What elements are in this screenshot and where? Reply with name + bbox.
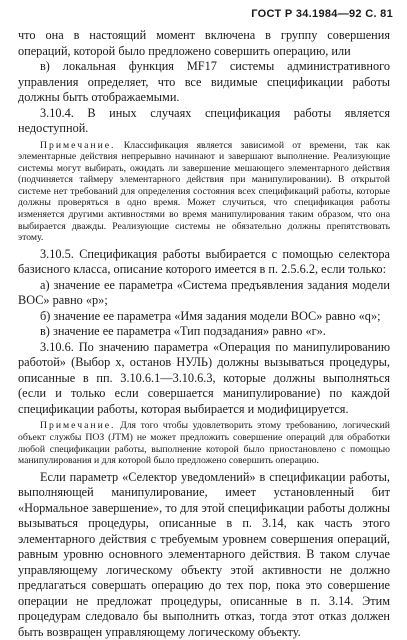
note-1 bbox=[18, 140, 390, 244]
note-2-label: Примечание. bbox=[40, 420, 116, 432]
list-item-v2: в) значение ее параметра «Тип подзадания» равно «г». bbox=[40, 324, 326, 339]
note-2 bbox=[18, 420, 390, 466]
page-body bbox=[18, 28, 390, 640]
paragraph-continuation: что она в настоящий момент включена в группу совершения операций, которой было предложено совершить операцию, или bbox=[18, 28, 390, 58]
paragraph-3-10-6: 3.10.6. По значению параметра «Операция по манипулированию работой» (Выбор х, останов НУЛЬ) должны вызываться процедуры, описанные в пп. 3.10.6.1—3.10.6.3, которые должны выполняться (если и только если совершается манипулирование) по каждой спецификации работы, которая выбирается и модифицируется. bbox=[18, 339, 390, 416]
list-item-b: б) значение ее параметра «Имя задания модели ВОС» равно «q»; bbox=[40, 308, 381, 323]
page-header: ГОСТ Р 34.1984—92 С. 81 bbox=[251, 8, 393, 20]
list-item-v: в) локальная функция MF17 системы административного управления определяет, что все видимые спецификации работы должны быть отображаемыми. bbox=[18, 59, 390, 104]
note-1-text: Классификация является зависимой от времени, так как элементарные действия непрерывно начинают и завершают выполнение. Реализующие системы могут выбирать, ожидать ли завершение мешающего элементарного действия (подчиняется таймеру элементарного действия при манипулировании). В открытой системе нет требований для определения состояния всех спецификаций работы, которые должны проверяться в одно время. Может случиться, что спецификация работы изменяется другими активностями во время манипулирования таким образом, что она выбирается дважды. Реализующие системы не обязательно должны препятствовать этому. bbox=[18, 139, 390, 244]
paragraph-3-10-5: 3.10.5. Спецификация работы выбирается с помощью селектора базисного класса, описание которого имеется в п. 2.5.6.2, если только: bbox=[18, 246, 390, 277]
list-item-a: а) значение ее параметра «Система предъявления задания модели ВОС» равно «р»; bbox=[18, 277, 390, 308]
paragraph-notification-selector: Если параметр «Селектор уведомлений» в спецификации работы, выполняющей манипулирование, имеет установленный бит «Нормальное завершение», то для этой спецификации работы должны вызываться процедуры, описанные в п. 3.14, как часть этого элементарного действия с требуемым уровнем совершения операций, равным уровню основного элементарного действия. В таком случае управляющему логическому объекту этой активности не должно предлагаться совершать операцию до тех пор, пока это совершение операции не предложат процедуры, описанные в п. 3.14. Этим процедурам следовало бы выполнить отказ, тогда этот отказ должен быть возвращен управляющему логическому объекту. bbox=[18, 469, 390, 639]
note-1-label: Примечание. bbox=[40, 139, 116, 151]
paragraph-3-10-4: 3.10.4. В иных случаях спецификация работы является недоступной. bbox=[18, 105, 390, 135]
note-2-text: Для того чтобы удовлетворить этому требованию, логический объект службы ПОЗ (JTM) не может предложить совершение операций для обработки любой спецификации работы, выполнение которой было приостановлено с помощью манипулирования и для которой было предложено совершить операцию. bbox=[18, 420, 390, 467]
